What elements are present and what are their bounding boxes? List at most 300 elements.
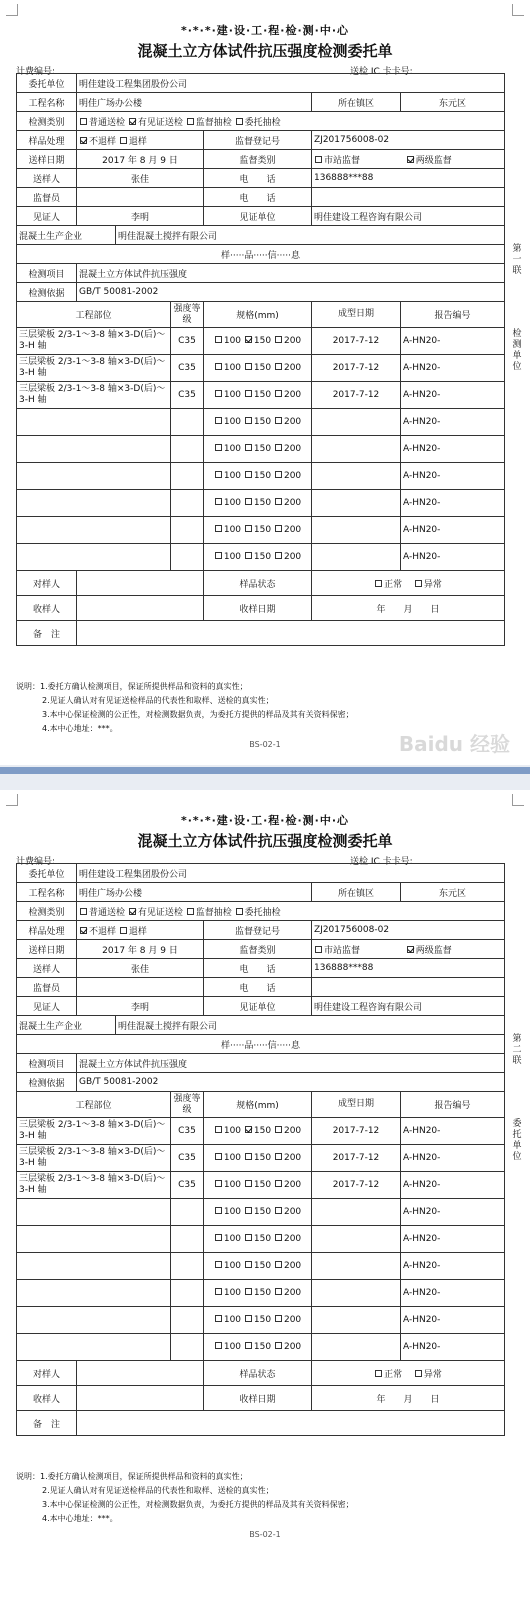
spec-option: 200 — [283, 1315, 302, 1325]
table-row — [17, 1172, 505, 1199]
item-label: 检测项目 — [17, 1054, 77, 1073]
row-grade[interactable]: C35 — [171, 328, 204, 355]
checkbox[interactable] — [245, 1126, 252, 1133]
spec-option: 100 — [223, 1261, 242, 1271]
row-date[interactable]: 2017-7-12 — [312, 328, 401, 355]
row-part[interactable] — [17, 1334, 171, 1361]
page-corner-mark — [512, 4, 524, 16]
checkbox[interactable] — [245, 525, 252, 532]
checkbox[interactable] — [275, 1207, 282, 1214]
row-report[interactable]: A-HN20- — [401, 1280, 505, 1307]
spec-option: 100 — [223, 552, 242, 562]
phone-label: 电 话 — [204, 959, 312, 978]
form-title: 混凝土立方体试件抗压强度检测委托单 — [137, 832, 393, 850]
checkbox[interactable] — [245, 1207, 252, 1214]
row-grade[interactable] — [171, 1334, 204, 1361]
checkbox[interactable] — [215, 363, 222, 370]
row-report[interactable]: A-HN20- — [401, 463, 505, 490]
spec-option: 100 — [223, 1153, 242, 1163]
remark-label: 备 注 — [17, 621, 77, 646]
copy-holder: 委托单位 — [512, 1119, 522, 1162]
producer-value[interactable]: 明佳混凝土搅拌有限公司 — [116, 226, 505, 245]
row-date[interactable] — [312, 463, 401, 490]
checkbox[interactable] — [215, 336, 222, 343]
phone2-value[interactable] — [312, 978, 505, 997]
checkbox[interactable] — [215, 1153, 222, 1160]
date-label: 送样日期 — [17, 940, 77, 959]
row-grade[interactable] — [171, 544, 204, 571]
category-option: 有见证送检 — [137, 117, 183, 128]
checkbox[interactable] — [215, 525, 222, 532]
ic-card-label: 送检 IC 卡卡号: — [350, 67, 413, 77]
spec-option: 150 — [253, 1207, 272, 1217]
row-spec — [204, 463, 312, 490]
checkbox[interactable] — [275, 1315, 282, 1322]
checkbox[interactable] — [245, 498, 252, 505]
checkbox[interactable] — [275, 498, 282, 505]
checkbox[interactable] — [315, 946, 322, 953]
spec-option: 200 — [283, 444, 302, 454]
row-report[interactable]: A-HN20- — [401, 436, 505, 463]
project-value[interactable]: 明佳广场办公楼 — [77, 883, 312, 902]
checkbox[interactable] — [245, 1234, 252, 1241]
checkbox[interactable] — [407, 156, 414, 163]
checkbox[interactable] — [215, 1234, 222, 1241]
state-abnormal: 异常 — [423, 1369, 442, 1380]
row-date[interactable] — [312, 544, 401, 571]
witness-value[interactable]: 李明 — [77, 997, 204, 1016]
center-name: *·*·*·建·设·工·程·检·测·中·心 — [180, 24, 350, 37]
spec-option: 150 — [253, 444, 272, 454]
checkbox[interactable] — [415, 1370, 422, 1377]
witness-label: 见证人 — [17, 207, 77, 226]
recv-date-value[interactable]: 年 月 日 — [312, 1386, 505, 1411]
checkbox[interactable] — [407, 946, 414, 953]
row-report[interactable]: A-HN20- — [401, 1226, 505, 1253]
spec-option: 100 — [223, 1234, 242, 1244]
row-grade[interactable] — [171, 436, 204, 463]
row-supervisor — [17, 188, 505, 207]
table-row — [17, 328, 505, 355]
checkbox[interactable] — [215, 390, 222, 397]
checkbox[interactable] — [315, 156, 322, 163]
checker-value[interactable] — [77, 571, 204, 596]
row-grade[interactable] — [171, 1280, 204, 1307]
checkbox[interactable] — [245, 390, 252, 397]
sample-option: 退样 — [128, 136, 147, 147]
checkbox[interactable] — [275, 1342, 282, 1349]
spec-option: 200 — [283, 417, 302, 427]
row-spec — [204, 1307, 312, 1334]
checkbox[interactable] — [245, 552, 252, 559]
checkbox[interactable] — [215, 552, 222, 559]
row-part[interactable] — [17, 1199, 171, 1226]
category-options — [77, 112, 505, 131]
recv-date-label: 收样日期 — [204, 596, 312, 621]
checkbox[interactable] — [215, 1126, 222, 1133]
spec-option: 100 — [223, 498, 242, 508]
row-client — [17, 74, 505, 93]
spec-option: 150 — [253, 525, 272, 535]
remark-label: 备 注 — [17, 1411, 77, 1436]
row-part[interactable] — [17, 1226, 171, 1253]
checkbox[interactable] — [415, 580, 422, 587]
row-sample-handling — [17, 131, 505, 150]
checkbox[interactable] — [215, 1207, 222, 1214]
col-part: 工程部位 — [17, 302, 171, 328]
spec-option: 100 — [223, 1207, 242, 1217]
checkbox[interactable] — [275, 1261, 282, 1268]
row-producer — [17, 226, 505, 245]
row-report[interactable]: A-HN20- — [401, 409, 505, 436]
sample-info-heading: 样·····品·····信·····息 — [17, 1035, 505, 1054]
row-grade[interactable] — [171, 1199, 204, 1226]
checkbox[interactable] — [80, 908, 87, 915]
witness-unit-label: 见证单位 — [204, 997, 312, 1016]
reg-value[interactable]: ZJ201756008-02 — [312, 131, 505, 150]
checkbox[interactable] — [215, 1342, 222, 1349]
client-value[interactable]: 明佳建设工程集团股份公司 — [77, 864, 505, 883]
row-witness — [17, 997, 505, 1016]
row-grade[interactable] — [171, 1307, 204, 1334]
checkbox[interactable] — [129, 118, 136, 125]
category-option: 委托抽检 — [244, 117, 281, 128]
spec-option: 100 — [223, 525, 242, 535]
checkbox[interactable] — [275, 336, 282, 343]
spec-option: 150 — [253, 1315, 272, 1325]
spec-option: 100 — [223, 336, 242, 346]
checkbox[interactable] — [120, 927, 127, 934]
row-part[interactable]: 三层梁板 2/3-1～3-8 轴×3-D(后)～3-H 轴 — [17, 382, 171, 409]
receiver-value[interactable] — [77, 596, 204, 621]
checkbox[interactable] — [275, 363, 282, 370]
row-date[interactable] — [312, 1280, 401, 1307]
phone2-label: 电 话 — [204, 978, 312, 997]
row-part[interactable] — [17, 490, 171, 517]
row-report[interactable]: A-HN20- — [401, 1118, 505, 1145]
row-report[interactable]: A-HN20- — [401, 1145, 505, 1172]
item-value[interactable]: 混凝土立方体试件抗压强度 — [77, 1054, 505, 1073]
checkbox[interactable] — [375, 580, 382, 587]
checkbox[interactable] — [275, 444, 282, 451]
reg-label: 监督登记号 — [204, 131, 312, 150]
checkbox[interactable] — [275, 1288, 282, 1295]
checkbox[interactable] — [245, 1342, 252, 1349]
category-label: 检测类别 — [17, 112, 77, 131]
remark-value[interactable] — [77, 621, 505, 646]
checkbox[interactable] — [275, 1180, 282, 1187]
spec-option: 200 — [283, 336, 302, 346]
row-date[interactable] — [312, 1226, 401, 1253]
checkbox[interactable] — [215, 1180, 222, 1187]
row-part[interactable] — [17, 517, 171, 544]
checkbox[interactable] — [120, 137, 127, 144]
row-spec — [204, 328, 312, 355]
row-part[interactable] — [17, 544, 171, 571]
spec-option: 150 — [253, 471, 272, 481]
note-line: 2.见证人确认对有见证送检样品的代表性和取样、送检的真实性； — [42, 696, 274, 705]
note-line: 3.本中心保证检测的公正性，对检测数据负责，为委托方提供的样品及其有关资料保密； — [42, 1500, 354, 1509]
row-grade[interactable]: C35 — [171, 1118, 204, 1145]
row-grade[interactable] — [171, 1226, 204, 1253]
sender-value[interactable]: 张佳 — [77, 169, 204, 188]
row-report[interactable]: A-HN20- — [401, 1334, 505, 1361]
row-item — [17, 264, 505, 283]
col-date: 成型日期 — [312, 1092, 401, 1118]
town-label: 所在镇区 — [312, 883, 401, 902]
row-spec — [204, 1253, 312, 1280]
checkbox[interactable] — [245, 1315, 252, 1322]
row-grade[interactable]: C35 — [171, 1172, 204, 1199]
checkbox[interactable] — [275, 471, 282, 478]
spec-option: 100 — [223, 417, 242, 427]
row-part[interactable] — [17, 1253, 171, 1280]
row-date[interactable] — [312, 1334, 401, 1361]
checkbox[interactable] — [187, 908, 194, 915]
row-date[interactable] — [312, 1307, 401, 1334]
recv-date-value[interactable]: 年 月 日 — [312, 596, 505, 621]
col-report: 报告编号 — [401, 302, 505, 328]
producer-value[interactable]: 明佳混凝土搅拌有限公司 — [116, 1016, 505, 1035]
row-part[interactable]: 三层梁板 2/3-1～3-8 轴×3-D(后)～3-H 轴 — [17, 355, 171, 382]
col-grade: 强度等级 — [171, 302, 204, 328]
item-value[interactable]: 混凝土立方体试件抗压强度 — [77, 264, 505, 283]
row-grade[interactable] — [171, 409, 204, 436]
row-date[interactable]: 2017-7-12 — [312, 355, 401, 382]
row-report[interactable]: A-HN20- — [401, 355, 505, 382]
checkbox[interactable] — [275, 1126, 282, 1133]
checkbox[interactable] — [80, 927, 87, 934]
checkbox[interactable] — [245, 1261, 252, 1268]
row-part[interactable] — [17, 463, 171, 490]
row-table-header — [17, 302, 505, 328]
row-part[interactable]: 三层梁板 2/3-1～3-8 轴×3-D(后)～3-H 轴 — [17, 328, 171, 355]
date-label: 送样日期 — [17, 150, 77, 169]
row-report[interactable]: A-HN20- — [401, 517, 505, 544]
spec-option: 200 — [283, 1288, 302, 1298]
row-client — [17, 864, 505, 883]
reg-value[interactable]: ZJ201756008-02 — [312, 921, 505, 940]
fee-number-label: 计费编号: — [16, 857, 56, 867]
spec-option: 200 — [283, 1234, 302, 1244]
spec-option: 100 — [223, 1315, 242, 1325]
basis-value[interactable]: GB/T 50081-2002 — [77, 283, 505, 302]
checkbox[interactable] — [236, 118, 243, 125]
table-row — [17, 1226, 505, 1253]
checkbox[interactable] — [275, 1153, 282, 1160]
checkbox[interactable] — [275, 390, 282, 397]
row-witness — [17, 207, 505, 226]
supervisor-value[interactable] — [77, 188, 204, 207]
row-report[interactable]: A-HN20- — [401, 1199, 505, 1226]
checkbox[interactable] — [275, 417, 282, 424]
row-part[interactable]: 三层梁板 2/3-1～3-8 轴×3-D(后)～3-H 轴 — [17, 1118, 171, 1145]
recv-date-label: 收样日期 — [204, 1386, 312, 1411]
row-part[interactable]: 三层梁板 2/3-1～3-8 轴×3-D(后)～3-H 轴 — [17, 1145, 171, 1172]
sample-option: 不退样 — [89, 136, 117, 147]
date-value[interactable]: 2017 年 8 月 9 日 — [77, 150, 204, 169]
row-part[interactable] — [17, 1307, 171, 1334]
supervisor-value[interactable] — [77, 978, 204, 997]
supervisor-label: 监督员 — [17, 978, 77, 997]
row-date[interactable] — [312, 490, 401, 517]
checkbox[interactable] — [80, 118, 87, 125]
witness-value[interactable]: 李明 — [77, 207, 204, 226]
checkbox[interactable] — [215, 444, 222, 451]
entrust-form-table — [16, 73, 505, 646]
copy-label — [510, 244, 524, 373]
spec-option: 150 — [253, 1153, 272, 1163]
note-line: 说明：1.委托方确认检测项目，保证所提供样品和资料的真实性； — [16, 1472, 248, 1481]
ic-card-label: 送检 IC 卡卡号: — [350, 857, 413, 867]
checkbox[interactable] — [80, 137, 87, 144]
row-grade[interactable] — [171, 463, 204, 490]
row-grade[interactable] — [171, 490, 204, 517]
checkbox[interactable] — [215, 498, 222, 505]
row-report[interactable]: A-HN20- — [401, 1253, 505, 1280]
row-date[interactable]: 2017-7-12 — [312, 382, 401, 409]
checkbox[interactable] — [129, 908, 136, 915]
client-value[interactable]: 明佳建设工程集团股份公司 — [77, 74, 505, 93]
row-report[interactable]: A-HN20- — [401, 490, 505, 517]
row-project — [17, 883, 505, 902]
row-date[interactable] — [312, 517, 401, 544]
checkbox[interactable] — [245, 336, 252, 343]
checkbox[interactable] — [245, 1288, 252, 1295]
checkbox[interactable] — [215, 417, 222, 424]
row-report[interactable]: A-HN20- — [401, 328, 505, 355]
receiver-label: 收样人 — [17, 1386, 77, 1411]
spec-option: 200 — [283, 1180, 302, 1190]
row-sender — [17, 959, 505, 978]
row-spec — [204, 1334, 312, 1361]
spec-option: 150 — [253, 1261, 272, 1271]
checkbox[interactable] — [275, 552, 282, 559]
checkbox[interactable] — [375, 1370, 382, 1377]
row-remark — [17, 1411, 505, 1436]
receiver-value[interactable] — [77, 1386, 204, 1411]
checkbox[interactable] — [245, 1180, 252, 1187]
row-date[interactable] — [312, 1253, 401, 1280]
witness-label: 见证人 — [17, 997, 77, 1016]
date-value[interactable]: 2017 年 8 月 9 日 — [77, 940, 204, 959]
sup-options — [312, 940, 505, 959]
form-body — [17, 74, 505, 328]
row-report[interactable]: A-HN20- — [401, 544, 505, 571]
town-value[interactable]: 东元区 — [401, 883, 505, 902]
row-report[interactable]: A-HN20- — [401, 1307, 505, 1334]
row-part[interactable] — [17, 1280, 171, 1307]
sample-option: 退样 — [128, 926, 147, 937]
table-row — [17, 544, 505, 571]
fee-number-label: 计费编号: — [16, 67, 56, 77]
checker-value[interactable] — [77, 1361, 204, 1386]
sample-label: 样品处理 — [17, 921, 77, 940]
table-row — [17, 490, 505, 517]
table-row — [17, 463, 505, 490]
row-spec — [204, 1280, 312, 1307]
witness-unit-value[interactable]: 明佳建设工程咨询有限公司 — [312, 207, 505, 226]
row-report[interactable]: A-HN20- — [401, 382, 505, 409]
form-page-1 — [0, 0, 530, 765]
checkbox[interactable] — [245, 471, 252, 478]
row-date[interactable] — [312, 409, 401, 436]
phone-value[interactable]: 136888***88 — [312, 169, 505, 188]
table-row — [17, 355, 505, 382]
phone2-value[interactable] — [312, 188, 505, 207]
spec-option: 100 — [223, 444, 242, 454]
row-date[interactable] — [312, 1199, 401, 1226]
checkbox[interactable] — [275, 525, 282, 532]
notes — [16, 1470, 496, 1526]
row-report[interactable]: A-HN20- — [401, 1172, 505, 1199]
row-spec — [204, 1145, 312, 1172]
remark-value[interactable] — [77, 1411, 505, 1436]
project-value[interactable]: 明佳广场办公楼 — [77, 93, 312, 112]
row-sample-info — [17, 245, 505, 264]
row-part[interactable]: 三层梁板 2/3-1～3-8 轴×3-D(后)～3-H 轴 — [17, 1172, 171, 1199]
checkbox[interactable] — [245, 444, 252, 451]
row-grade[interactable]: C35 — [171, 382, 204, 409]
sample-rows — [17, 328, 505, 571]
row-date[interactable]: 2017-7-12 — [312, 1145, 401, 1172]
spec-option: 200 — [283, 552, 302, 562]
phone-value[interactable]: 136888***88 — [312, 959, 505, 978]
checkbox[interactable] — [215, 471, 222, 478]
row-grade[interactable] — [171, 1253, 204, 1280]
checkbox[interactable] — [215, 1288, 222, 1295]
checkbox[interactable] — [215, 1261, 222, 1268]
witness-unit-value[interactable]: 明佳建设工程咨询有限公司 — [312, 997, 505, 1016]
checkbox[interactable] — [245, 363, 252, 370]
row-project — [17, 93, 505, 112]
basis-value[interactable]: GB/T 50081-2002 — [77, 1073, 505, 1092]
witness-unit-label: 见证单位 — [204, 207, 312, 226]
note-line: 4.本中心地址：***。 — [42, 1514, 118, 1523]
receiver-label: 收样人 — [17, 596, 77, 621]
sender-label: 送样人 — [17, 959, 77, 978]
checkbox[interactable] — [275, 1234, 282, 1241]
town-value[interactable]: 东元区 — [401, 93, 505, 112]
sup-options — [312, 150, 505, 169]
checkbox[interactable] — [215, 1315, 222, 1322]
sender-value[interactable]: 张佳 — [77, 959, 204, 978]
sender-label: 送样人 — [17, 169, 77, 188]
row-sample-handling — [17, 921, 505, 940]
checkbox[interactable] — [245, 1153, 252, 1160]
row-grade[interactable]: C35 — [171, 1145, 204, 1172]
copy-holder: 检测单位 — [512, 329, 522, 372]
row-part[interactable] — [17, 409, 171, 436]
row-grade[interactable] — [171, 517, 204, 544]
row-spec — [204, 1118, 312, 1145]
row-part[interactable] — [17, 436, 171, 463]
checkbox[interactable] — [187, 118, 194, 125]
checkbox[interactable] — [245, 417, 252, 424]
row-date[interactable]: 2017-7-12 — [312, 1172, 401, 1199]
checkbox[interactable] — [236, 908, 243, 915]
row-grade[interactable]: C35 — [171, 355, 204, 382]
row-date[interactable]: 2017-7-12 — [312, 1118, 401, 1145]
col-grade: 强度等级 — [171, 1092, 204, 1118]
category-option: 监督抽检 — [195, 907, 232, 918]
col-spec: 规格(mm) — [204, 302, 312, 328]
row-spec — [204, 355, 312, 382]
spec-option: 100 — [223, 471, 242, 481]
page-corner-mark — [6, 794, 18, 806]
row-receiver — [17, 1386, 505, 1411]
row-date[interactable] — [312, 436, 401, 463]
